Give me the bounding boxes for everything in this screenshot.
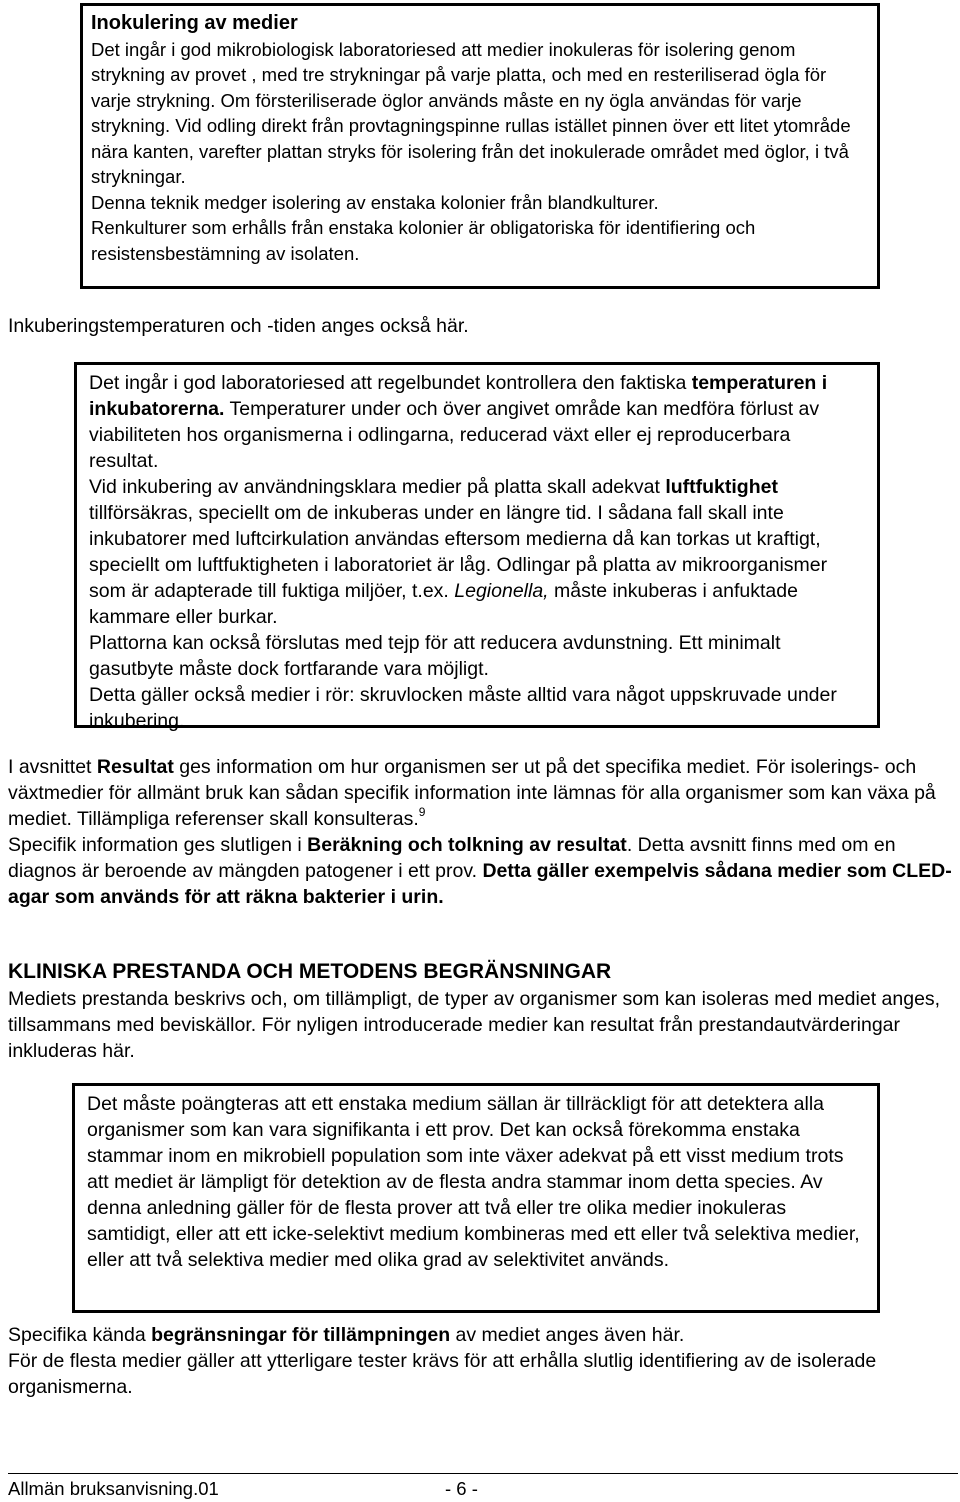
text: Vid inkubering av användningsklara medier på platta skall adekvat bbox=[89, 476, 666, 498]
bold-text: temperaturen i inkubatorerna. bbox=[89, 372, 828, 420]
text: ges information om hur organismen ser ut på det specifika mediet. För isolerings- och växtmedier för allmänt bruk kan sådan specifik information inte lämnas för alla organismer som kan växa på mediet. Tillämpliga referenser skall konsulteras. bbox=[8, 756, 936, 830]
bold-text: Detta gäller exempelvis sådana medier som CLED-agar som används för att räkna bakterier i urin. bbox=[8, 860, 952, 908]
kliniska-section bbox=[8, 958, 953, 1064]
footer-document-name: Allmän bruksanvisning.01 bbox=[8, 1478, 219, 1499]
footer-divider bbox=[8, 1473, 958, 1474]
text: av mediet anges även här. bbox=[450, 1324, 685, 1346]
paragraph bbox=[89, 474, 865, 630]
paragraph: Plattorna kan också förslutas med tejp för att reducera avdunstning. Ett minimalt gasutbyte måste dock fortfarande vara möjligt. bbox=[89, 632, 781, 680]
paragraph bbox=[8, 832, 953, 910]
resultat-section bbox=[8, 754, 953, 910]
paragraph: Detta gäller också medier i rör: skruvlocken måste alltid vara något uppskruvade under inkubering. bbox=[89, 684, 837, 732]
section-title-inokulering: Inokulering av medier bbox=[91, 12, 298, 34]
paragraph bbox=[8, 1322, 953, 1348]
bold-text: luftfuktighet bbox=[665, 476, 778, 498]
paragraph bbox=[8, 754, 953, 832]
paragraph: Renkulturer som erhålls från enstaka kolonier är obligatoriska för identifiering och resistensbestämning av isolaten. bbox=[91, 217, 756, 264]
text: . Detta avsnitt finns med om en diagnos är beroende av mängden patogener i ett prov. bbox=[8, 834, 896, 882]
section-title-kliniska: KLINISKA PRESTANDA OCH METODENS BEGRÄNSNINGAR bbox=[8, 960, 612, 983]
paragraph: Denna teknik medger isolering av enstaka kolonier från blandkulturer. bbox=[91, 191, 659, 213]
text: måste inkuberas i anfuktade kammare eller burkar. bbox=[89, 580, 798, 628]
text: Specifik information ges slutligen i bbox=[8, 834, 308, 856]
text: Temperaturer under och över angivet område kan medföra förlust av viabiliteten hos organismerna i odlingarna, reducerad växt eller ej reproducerbara resultat. bbox=[89, 398, 820, 472]
inkubering-box bbox=[74, 362, 880, 732]
bold-text: begränsningar för tillämpningen bbox=[151, 1324, 451, 1346]
reference-superscript: 9 bbox=[418, 805, 426, 819]
page-number: - 6 - bbox=[445, 1478, 478, 1499]
italic-text: Legionella, bbox=[454, 580, 549, 602]
text: tillförsäkras, speciellt om de inkuberas under en längre tid. I sådana fall skall inte inkubatorer med luftcirkulation användas eftersom medierna då kan torkas ut kraftigt, speciellt om luftfuktigheten i laboratoriet är låg. Odlingar på platta av mikroorganismer som är adapterade till fuktiga miljöer, t.ex. bbox=[89, 502, 828, 602]
bold-text: Resultat bbox=[96, 756, 174, 778]
paragraph bbox=[89, 370, 865, 474]
begransningar-box bbox=[72, 1083, 880, 1313]
text: Specifika kända bbox=[8, 1324, 152, 1346]
bold-text: Beräkning och tolkning av resultat bbox=[307, 834, 627, 856]
specifika-section bbox=[8, 1322, 953, 1400]
paragraph: För de flesta medier gäller att ytterligare tester krävs för att erhålla slutlig identifiering av de isolerade organismerna. bbox=[8, 1350, 877, 1398]
text: Det ingår i god laboratoriesed att regelbundet kontrollera den faktiska bbox=[89, 372, 692, 394]
paragraph: Mediets prestanda beskrivs och, om tillämpligt, de typer av organismer som kan isoleras med mediet anges, tillsammans med beviskällor. För nyligen introducerade medier kan resultat från prestandautvärderingar inkluderas här. bbox=[8, 988, 941, 1062]
inokulering-box bbox=[80, 3, 880, 289]
paragraph: Det ingår i god mikrobiologisk laboratoriesed att medier inokuleras för isolering genom strykning av provet , med tre strykningar på varje platta, och med en resteriliserad ögla för varje strykning. Om försteriliserade öglor används måste en ny ögla användas för varje strykning. Vid odling direkt från provtagningspinne rullas istället pinnen över ett litet ytområde nära kanten, varefter plattan stryks för isolering från det inokulerade området med öglor, i två strykningar. bbox=[91, 38, 851, 187]
inkubering-line: Inkuberingstemperaturen och -tiden anges också här. bbox=[8, 315, 469, 337]
paragraph: Det måste poängteras att ett enstaka medium sällan är tillräckligt för att detektera alla organismer som kan vara signifikanta i ett prov. Det kan också förekomma enstaka stammar inom en mikrobiell population som inte växer adekvat på ett visst medium trots att mediet är lämpligt för detektion av de flesta andra stammar inom detta species. Av denna anledning gäller för de flesta prover att två eller tre olika medier inokuleras samtidigt, eller att ett icke-selektivt medium kombineras med ett eller två selektiva medier, eller att två selektiva medier med olika grad av selektivitet används. bbox=[87, 1093, 860, 1271]
text: I avsnittet bbox=[8, 756, 97, 778]
